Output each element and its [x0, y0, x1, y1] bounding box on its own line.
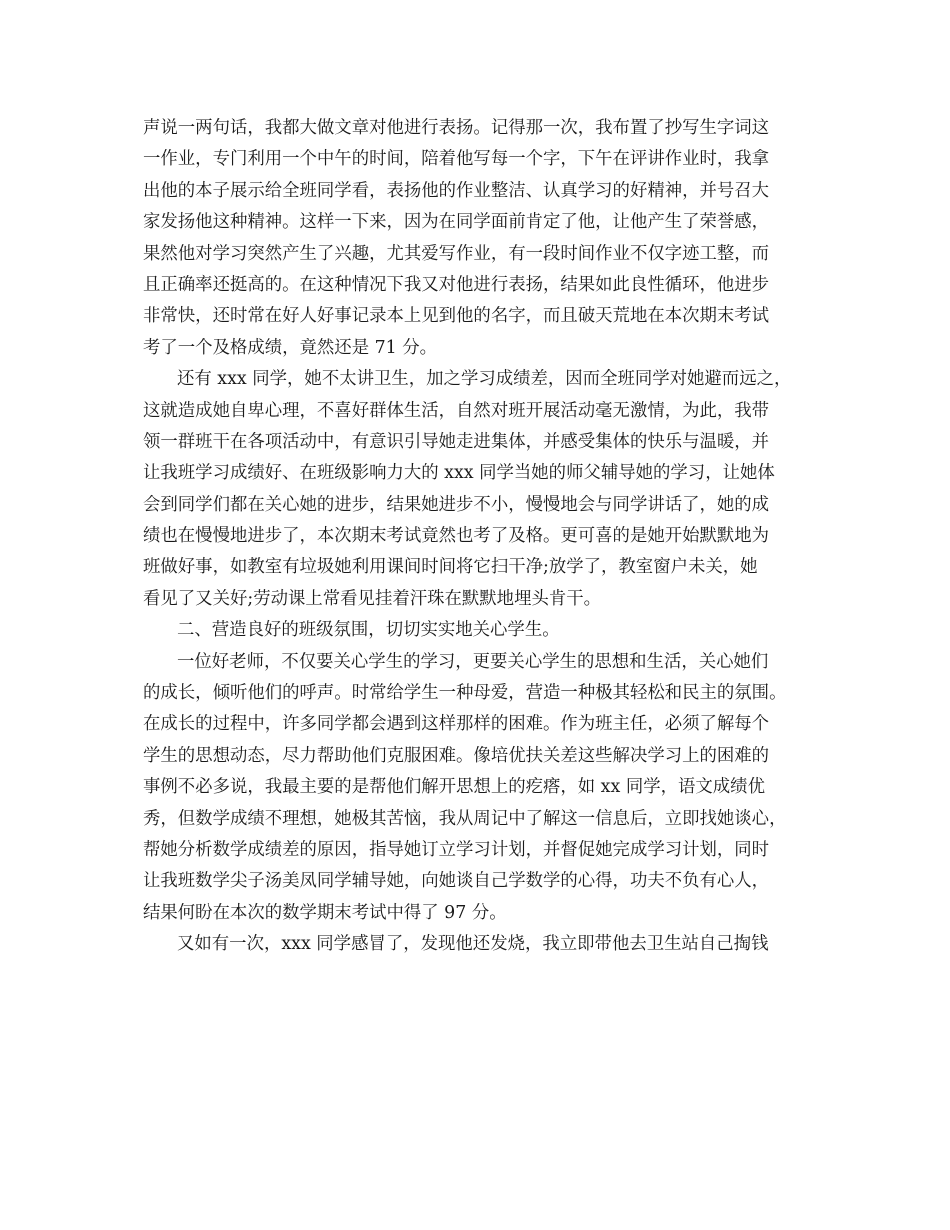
- text-line: 秀，但数学成绩不理想，她极其苦恼，我从周记中了解这一信息后，立即找她谈心，: [143, 808, 787, 829]
- text-line: 绩也在慢慢地进步了，本次期末考试竟然也考了及格。更可喜的是她开始默默地为: [143, 526, 770, 547]
- text-line: 考了一个及格成绩，竟然还是 71 分。: [143, 337, 438, 358]
- text-line: 一作业，专门利用一个中午的时间，陪着他写每一个字，下午在评讲作业时，我拿: [143, 149, 770, 170]
- text-line: 会到同学们都在关心她的进步，结果她进步不小，慢慢地会与同学讲话了，她的成: [143, 494, 770, 515]
- text-line: 二、营造良好的班级氛围，切切实实地关心学生。: [177, 620, 560, 641]
- text-line: 班做好事，如教室有垃圾她利用课间时间将它扫干净;放学了，教室窗户未关，她: [143, 557, 758, 578]
- text-line: 一位好老师，不仅要关心学生的学习，更要关心学生的思想和生活，关心她们: [177, 651, 769, 672]
- text-line: 果然他对学习突然产生了兴趣，尤其爱写作业，有一段时间作业不仅字迹工整，而: [143, 243, 770, 264]
- text-line: 非常快，还时常在好人好事记录本上见到他的名字，而且破天荒地在本次期末考试: [143, 306, 770, 327]
- text-line: 领一群班干在各项活动中，有意识引导她走进集体，并感受集体的快乐与温暖，并: [143, 431, 770, 452]
- text-line: 且正确率还挺高的。在这种情况下我又对他进行表扬，结果如此良性循环，他进步: [143, 274, 770, 295]
- text-line: 还有 xxx 同学，她不太讲卫生，加之学习成绩差，因而全班同学对她避而远之，: [177, 369, 792, 390]
- text-line: 又如有一次，xxx 同学感冒了，发现他还发烧，我立即带他去卫生站自己掏钱: [177, 934, 769, 955]
- body-text: [143, 113, 823, 961]
- text-line: 让我班数学尖子汤美凤同学辅导她，向她谈自己学数学的心得，功夫不负有心人，: [143, 871, 770, 892]
- text-line: 事例不必多说，我最主要的是帮他们解开思想上的疙瘩，如 xx 同学，语文成绩优: [143, 777, 765, 798]
- text-line: 出他的本子展示给全班同学看，表扬他的作业整洁、认真学习的好精神，并号召大: [143, 180, 770, 201]
- text-line: 声说一两句话，我都大做文章对他进行表扬。记得那一次，我布置了抄写生字词这: [143, 118, 770, 138]
- text-line: 让我班学习成绩好、在班级影响力大的 xxx 同学当她的师父辅导她的学习，让她体: [143, 463, 775, 484]
- text-line: 看见了又关好;劳动课上常看见挂着汗珠在默默地埋头肯干。: [143, 588, 602, 609]
- text-line: 帮她分析数学成绩差的原因，指导她订立学习计划，并督促她完成学习计划，同时: [143, 839, 770, 860]
- text-line: 在成长的过程中，许多同学都会遇到这样那样的困难。作为班主任，必须了解每个: [143, 714, 770, 735]
- text-line: 学生的思想动态，尽力帮助他们克服困难。像培优扶关差这些解决学习上的困难的: [143, 745, 770, 766]
- text-line: 家发扬他这种精神。这样一下来，因为在同学面前肯定了他，让他产生了荣誉感，: [143, 212, 770, 233]
- text-line: 结果何盼在本次的数学期末考试中得了 97 分。: [143, 902, 507, 923]
- text-line: 这就造成她自卑心理，不喜好群体生活，自然对班开展活动毫无激情，为此，我带: [143, 400, 770, 421]
- text-line: 的成长，倾听他们的呼声。时常给学生一种母爱，营造一种极其轻松和民主的氛围。: [143, 683, 787, 704]
